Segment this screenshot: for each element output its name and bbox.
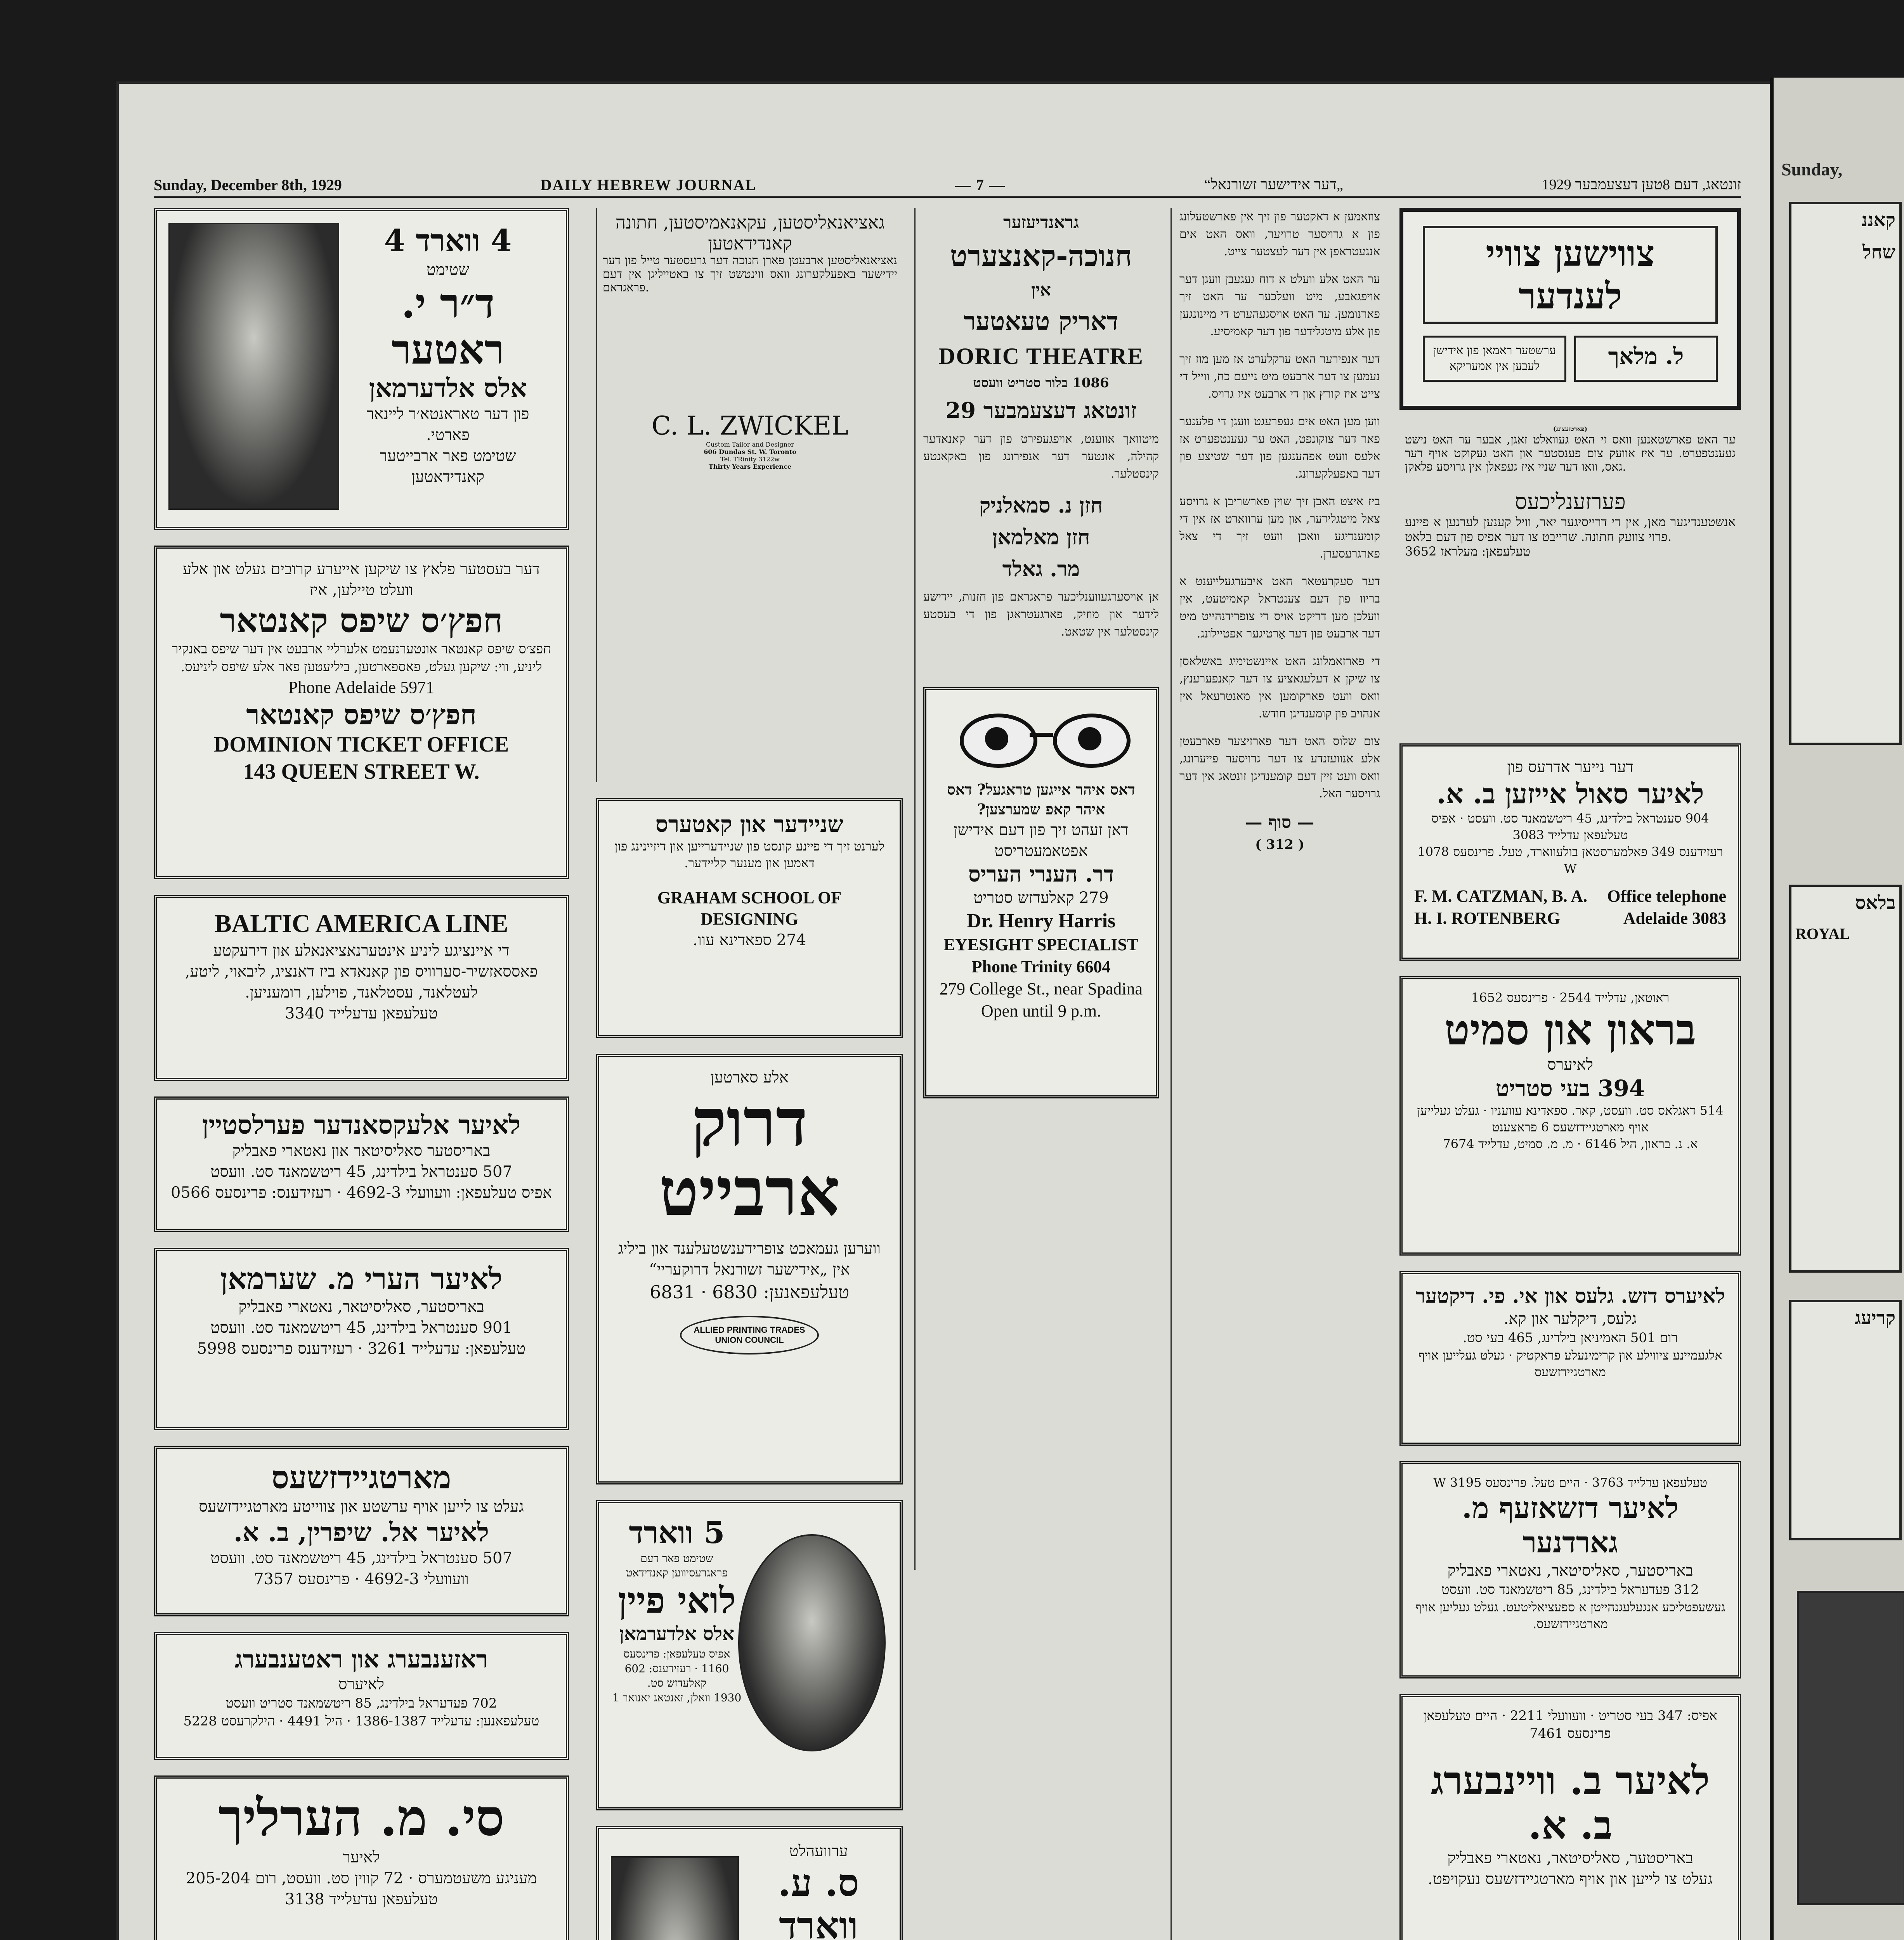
perlstein-title: באריסטער סאליסיטאר און נאטארי פאבליק — [232, 1142, 491, 1160]
dickter-heading: לאיערס דזש. גלעס און אי. פי. דיקטער — [1415, 1284, 1725, 1308]
portrait-photo — [611, 1856, 739, 1940]
perlstein-phone: אפיס טעלעפאן: וועוועלי 4692-3 · רעזידענס: פרינסעס 0566 — [171, 1184, 552, 1202]
left-eye-icon — [960, 714, 1037, 768]
herlich-phone: טעלעפאן עדעלייד 3138 — [285, 1890, 438, 1908]
novel-author: ל. מלאך — [1574, 336, 1718, 382]
adjacent-page-date: Sunday, — [1781, 159, 1843, 179]
weinberg-body: געלט צו לייען און אויף מארטגיידזשעס נעקויפט. — [1427, 1870, 1713, 1888]
adjacent-ad-text: בלאס — [1855, 893, 1895, 913]
doctor-address-yiddish: 279 קאלעדזש סטריט — [973, 889, 1109, 907]
doctor-phone: Phone Trinity 6604 — [971, 957, 1111, 976]
ad-lawyer-sherman — [154, 1248, 569, 1430]
doctor-hours: Open until 9 p.m. — [981, 1001, 1101, 1021]
graham-body: לערנט זיך די פיינע קונסט פון שניידערייען און דיזיינינג פון דאמען און מענער קליידער. — [614, 838, 884, 870]
article-paragraph: צוזאמען א דאקטער פון זיך אין פארשטעלונג פון א גרויסער טרויער, וואס האט אים אנגעטראפן אין דער לעצטער צייט. — [1179, 210, 1380, 258]
adjacent-portrait-photo — [1797, 1591, 1904, 1905]
baltic-phone: טעלעפאן עדעלייד 3340 — [285, 1004, 438, 1022]
sherman-heading: לאיער הערי מ. שערמאן — [220, 1261, 503, 1296]
masthead-date-english: Sunday, December 8th, 1929 — [154, 176, 342, 194]
portrait-photo — [738, 1534, 886, 1751]
column-number: ( 312 ) — [1255, 837, 1304, 852]
performer-1: חזן נ. סמאלניק — [979, 493, 1103, 518]
article-paragraph: דער סעקרעטאר האט איבערגעלייענט א בריוו פון דעם צענטראל קאמיטעט, אין וועלכן מען דריקט אויס די צופרידנהייט מיט דער ארבעט פון דער אָרטיגער אפטיילונג. — [1179, 575, 1380, 641]
ad-brown-smith — [1399, 976, 1741, 1256]
ad-ward4-rotter — [154, 208, 569, 530]
ticket-body: חפצ׳ס שיפס קאנטאר אונטערנעמט אלערליי ארבעט אין דער שיפס באנקיר ליניע, ווי: שיקען געלט, פאספארטען, ביליעטען פאר אלע שיפס ליניעס. — [172, 641, 551, 675]
article-paragraph: די פארזאמלונג האט איינשטימיג באשלאסן צו שיקן א דעלעגאציע צו דער קאנפערענץ, וואס וועט פארקומען אין מאנטרעאל אין אנהויב פון קומענדיגן חודש. — [1179, 655, 1380, 721]
ad-dr-henry-harris — [923, 687, 1159, 1098]
herlich-heading: סי. מ. הערליך — [218, 1788, 505, 1847]
concert-in: אין — [1031, 280, 1051, 300]
gardner-body: געשעפטליכע אנגעלעגנהייטן א ספעציאליטעט. געלט געליען אויף מארטגיידזשעס. — [1415, 1599, 1725, 1631]
ad-ward4-ward — [596, 1826, 903, 1940]
rosenberg-subtitle: לאיערס — [338, 1675, 385, 1694]
masthead-date-yiddish: זונטאג, דעם 8טען דעצעמבער 1929 — [1542, 177, 1741, 193]
sherman-address: 901 סענטראל בילדינג, 45 ריטשמאנד סט. וועסט — [210, 1319, 512, 1337]
ad-ward5-fine — [596, 1500, 903, 1810]
weinberg-subtitle: באריסטער, סאליסיטאר, נאטארי פאבליק — [1447, 1849, 1693, 1867]
glasses-bridge — [1030, 733, 1053, 737]
catzman-name: F. M. CATZMAN, B. A. — [1414, 886, 1588, 906]
masthead-page-number: — 7 — — [955, 176, 1006, 194]
gardner-heading: לאיער דזשאזעף מ. גארדנער — [1462, 1491, 1679, 1559]
gardner-subtitle: באריסטער, סאליסיטאר, נאטארי פאבליק — [1447, 1561, 1693, 1580]
ad-lawyer-eisen — [1399, 743, 1741, 961]
zwickel-role: Custom Tailor and Designer — [706, 441, 794, 448]
shiffrin-address: 507 סענטראל בילדינג, 45 ריטשמאנד סט. וועסט — [210, 1549, 512, 1568]
adjacent-ad — [1789, 1300, 1902, 1540]
herlich-address: מעניגע משעטמערס · 72 קווין סט. וועסט, רום 205-204 — [186, 1869, 537, 1887]
article-paragraph: דער אנפירער האט ערקלערט אז מען מוז זיך נעמען צו דער ארבעט מיט נייעם כח, ווייל די צייט איז קורץ און די ארבעט איז גרויס. — [1179, 352, 1380, 401]
ward5-info: אפיס טעלעפאן: פרינסעס 1160 · רעזידענס: 602 קאלעדזש סט. — [623, 1647, 730, 1690]
brown-address: 394 בעי סטריט — [1495, 1075, 1645, 1102]
doctor-street: 279 College St., near Spadina — [939, 979, 1143, 999]
mortgage-heading: מארטגיידזשעס — [271, 1459, 451, 1496]
novel-note: ערשטער ראמאן פון אידישן לעבען אין אמעריקא — [1423, 336, 1566, 382]
print-top: אלע סארטען — [710, 1069, 789, 1086]
union-label-seal: ALLIED PRINTING TRADES UNION COUNCIL — [680, 1316, 819, 1355]
adjacent-page-edge — [1770, 78, 1904, 1940]
print-phone: טעלעפאנען: 6830 · 6831 — [650, 1282, 849, 1303]
zwickel-experience: Thirty Years Experience — [708, 463, 792, 470]
brown-phones: א. נ. בראון, היל 6146 · מ. מ. סמיט, עדלייד 7674 — [1443, 1136, 1698, 1152]
concert-program: אן אויסערגעווענליכער פראגראם פון חזנות, יידישע לידער און מוזיק, פארגעטראגן פון די בעסטע קינסטלער אין שטאט. — [923, 590, 1159, 639]
rosenberg-heading: ראזענבערג און ראטענבערג — [234, 1645, 488, 1673]
ward4b-title: ערוועהלט — [789, 1842, 848, 1860]
ad-graham-school — [596, 798, 903, 1038]
adjacent-ad — [1789, 202, 1902, 745]
graham-school-name: GRAHAM SCHOOL OF DESIGNING — [657, 888, 842, 928]
mortgage-subtitle: געלט צו לייען אויף ערשטע און צווייטע מארטגיידזשעס — [199, 1498, 524, 1516]
right-eye-icon — [1053, 714, 1131, 768]
rosenberg-phone: טעלעפאנען: עדעלייד 1386-1387 · היל 4491 · הילקרעסט 5228 — [183, 1713, 539, 1729]
ticket-phone: Phone Adelaide 5971 — [288, 677, 435, 697]
ward5-candidate-name: לואי פיין — [618, 1580, 736, 1622]
eyes-body: דאן זעהט זיך פון דעם אידישן אפטאמעטריסט — [954, 821, 1129, 860]
ward5-date: 1930 וואלן, זאנטאג יאנואר 1 — [612, 1691, 742, 1704]
personal-heading: פערזענליכעס — [1515, 489, 1626, 514]
article-heading: גאציאנאליסטען, עקאנאמיסטען, חתונה קאנדידאטען — [615, 212, 885, 254]
zwickel-phone: Tel. TRinity 3122w — [720, 456, 780, 463]
masthead — [154, 173, 1741, 198]
weinberg-heading: לאיער ב. וויינבערג ב. א. — [1431, 1757, 1710, 1848]
article-paragraph: צום שלוס האט דער פארזיצער פארבעטן אלע אנוועזנדע צו דער גרויסער פייערונג, וואס וועט זיין דעם קומענדיגן זונטאג אין דער גרויסער האל. — [1179, 734, 1380, 800]
concert-date: זונטאג דעצעמבער 29 — [945, 398, 1137, 423]
office-phone-label: Office telephone — [1607, 886, 1726, 906]
zwickel-name: C. L. ZWICKEL — [651, 411, 849, 441]
herlich-subtitle: לאיער — [343, 1848, 380, 1866]
doctor-name-english: Dr. Henry Harris — [966, 909, 1116, 932]
dickter-subtitle: גלעס, דיקלער און קא. — [1503, 1310, 1637, 1328]
sherman-title: באריסטער, סאליסיטאר, נאטארי פאבליק — [238, 1298, 484, 1316]
eisen-intro: דער נייער אדרעס פון — [1507, 758, 1633, 776]
ad-baltic-america-line — [154, 895, 569, 1081]
adjacent-ad-text: קריעג — [1855, 1308, 1895, 1329]
eyeglasses-illustration — [952, 706, 1131, 772]
ticket-heading: חפץ׳ס שיפס קאנטאר — [220, 601, 503, 640]
ward4-party: פון דער טאראנטא׳ר ליינאר פארטי. — [366, 405, 529, 444]
brown-body: 514 דאגלאס סט. וועסט, קאר. ספאדינא עוועניו · געלט געלייען אויף מארטגיידזשעס 6 פראצענט — [1417, 1103, 1724, 1135]
doctor-role: EYESIGHT SPECIALIST — [943, 935, 1139, 954]
column-right-ads — [1399, 208, 1741, 1940]
baltic-body: די איינציגע ליניע אינטערנאציאנאלע און דירעקטע פאססאזשיר-סערוויס פון קאנאדא ביז דאנציג, ליבאוי, ליטע, לעטלאנד, עסטלאנד, פוילען, רומעניען. — [185, 941, 538, 1001]
ticket-intro: דער בעסטער פלאץ צו שיקען אייערע קרובים געלט און אלע וועלט טיילען, איז — [182, 560, 540, 599]
article-paragraph: ער האט אלע וועלט א דוח געגעבן וועגן דער אויפגאבע, מיט וועלכער ער האט זיך פארנומען. ער האט אויסגעהערט די מיינונגען פון אלע מיטגלידער פון דער קאמיסיע. — [1179, 272, 1380, 338]
theatre-name-english: DORIC THEATRE — [938, 343, 1144, 369]
print-heading: דרוק ארבייט — [659, 1084, 840, 1231]
theatre-address: 1086 בלור סטריט וועסט — [973, 375, 1109, 391]
ad-glass-dickter — [1399, 1271, 1741, 1446]
newspaper-page — [116, 81, 1774, 1940]
personal-body: אנשטענדיגער מאן, אין די דרייסיגער יאר, וויל קענען לערנען א פיינע פרוי צוועק חתונה. שרייבט צו דער אפיס פון דעם בלאט. — [1405, 514, 1736, 544]
graham-address: 274 ספאדינא עוו. — [692, 931, 806, 949]
adjacent-ad-text: קאננ — [1861, 210, 1895, 230]
article-body: נאציאנאליסטען ארבעטן פארן חנוכה דער גרעסטער טייל פון דער יידישער באפעלקערונג וואס ווינטשט זיך צו באטייליגן אין דעם פראגראם. — [603, 254, 897, 294]
gardner-phones: טעלעפאן עדלייד 3763 · היים טעל. פרינסעס 3195 W — [1433, 1475, 1708, 1490]
performer-3: מר. גאלד — [1002, 556, 1080, 581]
rosenberg-address: 702 פעדעראל בילדינג, 85 ריטשמאנד סטריט וועסט — [225, 1696, 497, 1711]
ward5-role: אלס אלדערמאן — [619, 1623, 734, 1645]
ward4-role: אלס אלדערמאן — [369, 372, 527, 403]
article-end-mark: — סוף — — [1245, 812, 1314, 832]
adjacent-ad — [1789, 885, 1902, 1273]
article-paragraph: ווען מען האט אים געפרעגט וועגן די פלענער פאר דער צוקונפט, האט ער געענטפערט אז אלעס וועט אפהענגען פון דער שטיצע פון דער באפעלקערונג. — [1179, 415, 1380, 481]
shiffrin-phone: וועוועלי 4692-3 · פרינסעס 7357 — [254, 1570, 469, 1588]
article-paragraph: ביז איצט האבן זיך שוין פארשריבן א גרויסע צאל מיטגלידער, און מען ערווארט אז אין די קומענדיגע וואכן וועט זיך די צאל פארגרעסערן. — [1179, 495, 1380, 561]
gardner-address: 312 פעדעראל בילדינג, 85 ריטשמאנד סט. וועסט — [1441, 1581, 1699, 1597]
column-concert — [914, 208, 1167, 1570]
ad-dominion-ticket-office — [154, 546, 569, 879]
ad-lawyer-weinberg — [1399, 1694, 1741, 1940]
office-phone-number: Adelaide 3083 — [1623, 908, 1726, 928]
ward5-title: 5 ווארד — [629, 1515, 725, 1550]
rotenberg-name: H. I. ROTENBERG — [1414, 908, 1561, 928]
masthead-title-english: DAILY HEBREW JOURNAL — [540, 176, 757, 194]
doctor-name-yiddish: דר. הענרי העריס — [968, 861, 1114, 887]
ward4-vote: שטימט — [426, 260, 470, 279]
ad-lawyer-shiffrin — [154, 1446, 569, 1616]
concert-heading: חנוכה-קאנצערט — [950, 239, 1132, 273]
performer-2: חזן מאלמאן — [992, 525, 1090, 549]
brown-phones-top: ראוטאן, עדלייד 2544 · פרינסעס 1652 — [1471, 990, 1670, 1005]
eisen-heading: לאיער סאול אייזען ב. א. — [1436, 778, 1704, 810]
graham-heading: שניידער און קאטערס — [655, 811, 844, 837]
ticket-office-yiddish: חפץ׳ס שיפס קאנטאר — [246, 698, 477, 731]
eyes-heading: דאס איהר אייגען טראגעל? דאס איהר קאפ שמערצען? — [947, 781, 1135, 818]
weinberg-phones: אפיס: 347 בעי סטריט · וועוועלי 2211 · היים טעלעפאן פרינסעס 7461 — [1423, 1708, 1717, 1741]
dickter-body: אלגעמיינע ציווילע און קרימינעלע פראקטיק · געלט געלייען אויף מארטגיידזשעס — [1418, 1348, 1722, 1380]
dickter-address: רום 501 האמיניאן בילדינג, 465 בעי סט. — [1462, 1330, 1678, 1346]
eisen-residence: רעזידענס 349 פאלמערסטאן בולעווארד, טעל. פרינסעס 1078 W — [1417, 844, 1723, 876]
personal-phone: טעלעפאן: מעלראז 3652 — [1405, 544, 1531, 559]
ward4-title: 4 ווארד 4 — [384, 223, 512, 258]
portrait-photo — [168, 223, 339, 510]
eisen-address: 904 סענטראל בילדינג, 45 ריטשמאנד סט. וועסט · אפיס טעלעפאן עדלייד 3083 — [1431, 811, 1709, 843]
serial-novel-header — [1399, 208, 1741, 410]
zwickel-article — [596, 208, 903, 782]
ward4-footer: שטימט פאר ארבייטער קאנדידאטען — [380, 447, 516, 486]
perlstein-address: 507 סענטראל בילדינג, 45 ריטשמאנד סט. וועסט — [210, 1163, 512, 1181]
ticket-office-english: DOMINION TICKET OFFICE — [213, 733, 509, 757]
column-article-text — [1170, 208, 1388, 1940]
perlstein-heading: לאיער אלעקסאנדער פערלסטיין — [202, 1110, 521, 1140]
brown-heading: בראון און סמיט — [1444, 1006, 1696, 1055]
print-body: ווערען געמאכט צופרידענשטעלענד און ביליג אין „אידישער זשורנאל דרוקעריי“ — [618, 1240, 881, 1278]
novel-excerpt: ער האט פארשטאנען וואס זי האט געוואלט זאגן, אבער ער האט נישט געענטפערט. ער איז אוועק צום פענסטער און האט געקוקט אויף דער גאס, וואו דער שניי איז געפאלן אין גרויסע פלאקן. — [1405, 433, 1736, 474]
column-center-left — [596, 208, 903, 1940]
novel-title: צווישען צוויי לענדער — [1423, 226, 1718, 324]
concert-body: מיטוואך אווענט, אויפגעפירט פון דער קאנאדער קהילה, אונטער דער אנפירונג פון באקאנטע קינסטלער. — [923, 432, 1159, 481]
ad-lawyer-perlstein — [154, 1096, 569, 1232]
ward5-vote: שטימט פאר דעם פראגרעסיווען קאנדידאט — [626, 1552, 728, 1580]
sherman-phone: טעלעפאן: עדעלייד 3261 · רעזידענס פרינסעס 5998 — [197, 1340, 526, 1358]
ad-lawyer-gardner — [1399, 1461, 1741, 1678]
concert-kicker: גראנדיעזער — [1003, 213, 1079, 232]
ad-lawyer-herlich — [154, 1775, 569, 1940]
adjacent-ad-text: שחל — [1862, 242, 1895, 263]
zwickel-address: 606 Dundas St. W. Toronto — [704, 448, 796, 456]
shiffrin-heading: לאיער אל. שיפרין, ב. א. — [233, 1517, 489, 1547]
ad-rosenberg-rotenberg — [154, 1632, 569, 1760]
masthead-title-yiddish: „דער אידישער זשורנאל“ — [1204, 177, 1343, 193]
brown-subtitle: לאיערס — [1547, 1056, 1594, 1074]
column-left-ads — [154, 208, 569, 1940]
ward4b-candidate-name: ס. ע. ווארד — [778, 1861, 859, 1940]
ad-print-shop — [596, 1054, 903, 1484]
baltic-heading: BALTIC AMERICA LINE — [214, 909, 508, 938]
theatre-name-yiddish: דאריק טעאטער — [964, 307, 1118, 336]
novel-continuation: (פארטזעצונג) — [1553, 425, 1588, 433]
adjacent-ad-text: ROYAL — [1795, 925, 1850, 942]
ticket-address: 143 QUEEN STREET W. — [243, 760, 480, 784]
ward4-candidate-name: ד״ר י. ראטער — [391, 279, 505, 374]
novel-text-block — [1399, 425, 1741, 743]
